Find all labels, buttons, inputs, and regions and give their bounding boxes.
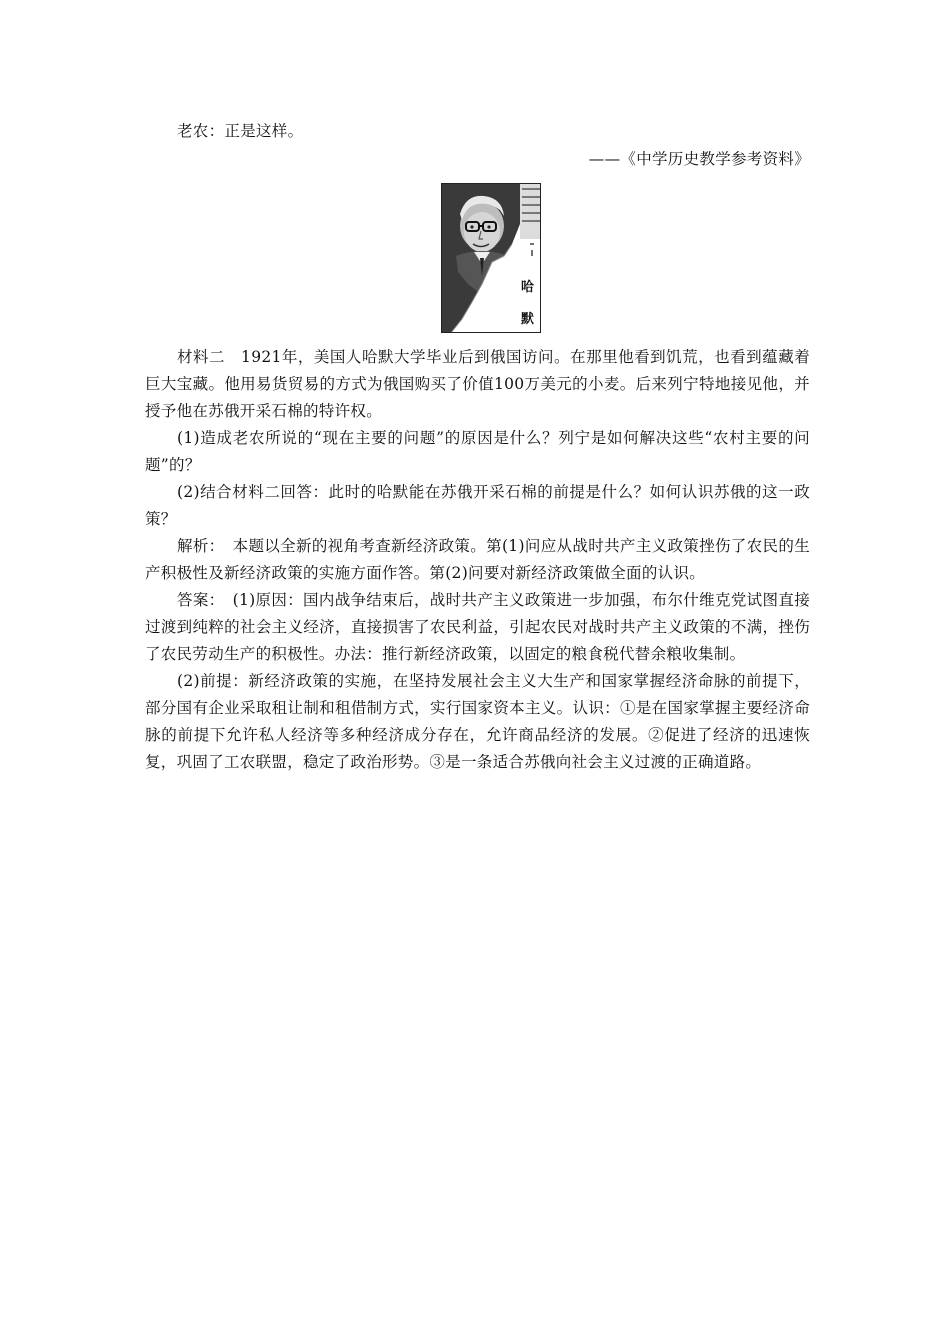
analysis-paragraph: 解析： 本题以全新的视角考查新经济政策。第(1)问应从战时共产主义政策挫伤了农民的生产积极性及新经济政策的实施方面作答。第(2)问要对新经济政策做全面的认识。 [145, 537, 810, 582]
main-text [145, 344, 810, 776]
photo-caption-top: 哈 [520, 280, 534, 295]
question-one: (1)造成老农所说的“现在主要的问题”的原因是什么？列宁是如何解决这些“农村主要的问题”的？ [145, 429, 810, 474]
answer-one-paragraph: 答案： (1)原因：国内战争结束后，战时共产主义政策进一步加强，布尔什维克党试图直接过渡到纯粹的社会主义经济，直接损害了农民利益，引起农民对战时共产主义政策的不满，挫伤了农民劳动生产的积极性。办法：推行新经济政策，以固定的粮食税代替余粮收集制。 [145, 591, 810, 663]
source-citation: ——《中学历史教学参考资料》 [588, 150, 810, 168]
dialogue-line: 老农：正是这样。 [177, 122, 304, 140]
hammer-portrait-photo [441, 183, 541, 333]
photo-caption-bottom: 默 [520, 312, 534, 327]
question-two: (2)结合材料二回答：此时的哈默能在苏俄开采石棉的前提是什么？如何认识苏俄的这一政策？ [145, 483, 810, 528]
answer-two-paragraph: (2)前提：新经济政策的实施，在坚持发展社会主义大生产和国家掌握经济命脉的前提下，部分国有企业采取租让制和租借制方式，实行国家资本主义。认识：①是在国家掌握主要经济命脉的前提下允许私人经济等多种经济成分存在，允许商品经济的发展。②促进了经济的迅速恢复，巩固了工农联盟，稳定了政治形势。③是一条适合苏俄向社会主义过渡的正确道路。 [145, 672, 810, 771]
material-two-paragraph: 材料二 1921年，美国人哈默大学毕业后到俄国访问。在那里他看到饥荒，也看到蕴藏着巨大宝藏。他用易货贸易的方式为俄国购买了价值100万美元的小麦。后来列宁特地接见他，并授予他在苏俄开采石棉的特许权。 [145, 348, 810, 420]
